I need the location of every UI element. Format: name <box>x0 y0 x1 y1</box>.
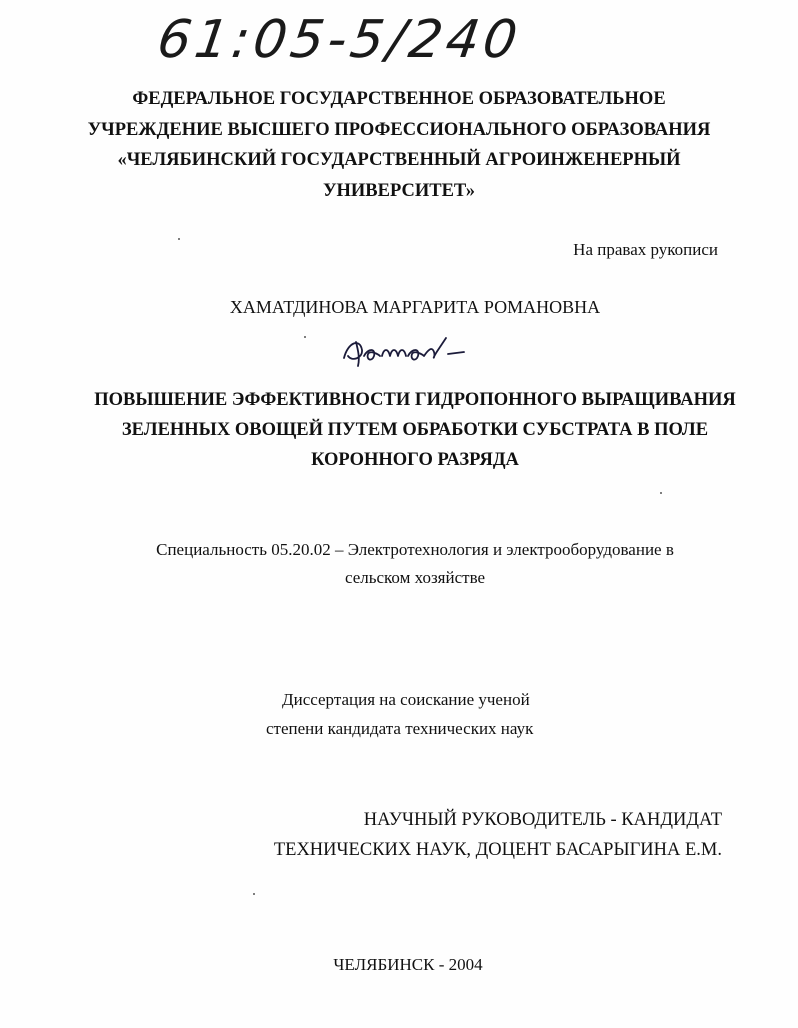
dissertation-line: Диссертация на соискание ученой <box>282 690 530 709</box>
institution-line: «ЧЕЛЯБИНСКИЙ ГОСУДАРСТВЕННЫЙ АГРОИНЖЕНЕРНЫЙ <box>117 150 681 170</box>
institution-line: УЧРЕЖДЕНИЕ ВЫСШЕГО ПРОФЕССИОНАЛЬНОГО ОБРАЗОВАНИЯ <box>87 119 711 140</box>
city-year: ЧЕЛЯБИНСК - 2004 <box>333 955 483 974</box>
thesis-title <box>0 385 798 475</box>
scientific-supervisor <box>274 805 722 865</box>
scan-speck <box>304 336 306 338</box>
scan-speck <box>660 492 662 494</box>
specialty-line: сельском хозяйстве <box>344 568 486 587</box>
manuscript-rights-note: На правах рукописи <box>573 240 718 259</box>
scan-speck <box>178 238 180 240</box>
specialty-line: Специальность 05.20.02 – Электротехнология и электрооборудование в <box>156 540 674 559</box>
author-signature <box>338 328 468 372</box>
thesis-title-line: ПОВЫШЕНИЕ ЭФФЕКТИВНОСТИ ГИДРОПОННОГО ВЫРАЩИВАНИЯ <box>94 390 736 410</box>
handwritten-catalog-number: 61:05-5/240 <box>153 10 525 70</box>
thesis-title-line: ЗЕЛЕННЫХ ОВОЩЕЙ ПУТЕМ ОБРАБОТКИ СУБСТРАТА В ПОЛЕ <box>121 420 709 440</box>
dissertation-statement <box>266 685 533 743</box>
supervisor-line: ТЕХНИЧЕСКИХ НАУК, ДОЦЕНТ БАСАРЫГИНА Е.М. <box>273 840 722 860</box>
institution-line: УНИВЕРСИТЕТ» <box>322 180 476 201</box>
author-name: ХАМАТДИНОВА МАРГАРИТА РОМАНОВНА <box>229 297 601 317</box>
supervisor-line: НАУЧНЫЙ РУКОВОДИТЕЛЬ - КАНДИДАТ <box>363 810 722 830</box>
institution-name <box>0 84 798 206</box>
dissertation-line: степени кандидата технических наук <box>266 719 534 738</box>
thesis-title-line: КОРОННОГО РАЗРЯДА <box>311 450 519 470</box>
institution-line: ФЕДЕРАЛЬНОЕ ГОСУДАРСТВЕННОЕ ОБРАЗОВАТЕЛЬНОЕ <box>132 89 666 109</box>
specialty <box>0 536 798 592</box>
scan-speck <box>253 893 255 895</box>
